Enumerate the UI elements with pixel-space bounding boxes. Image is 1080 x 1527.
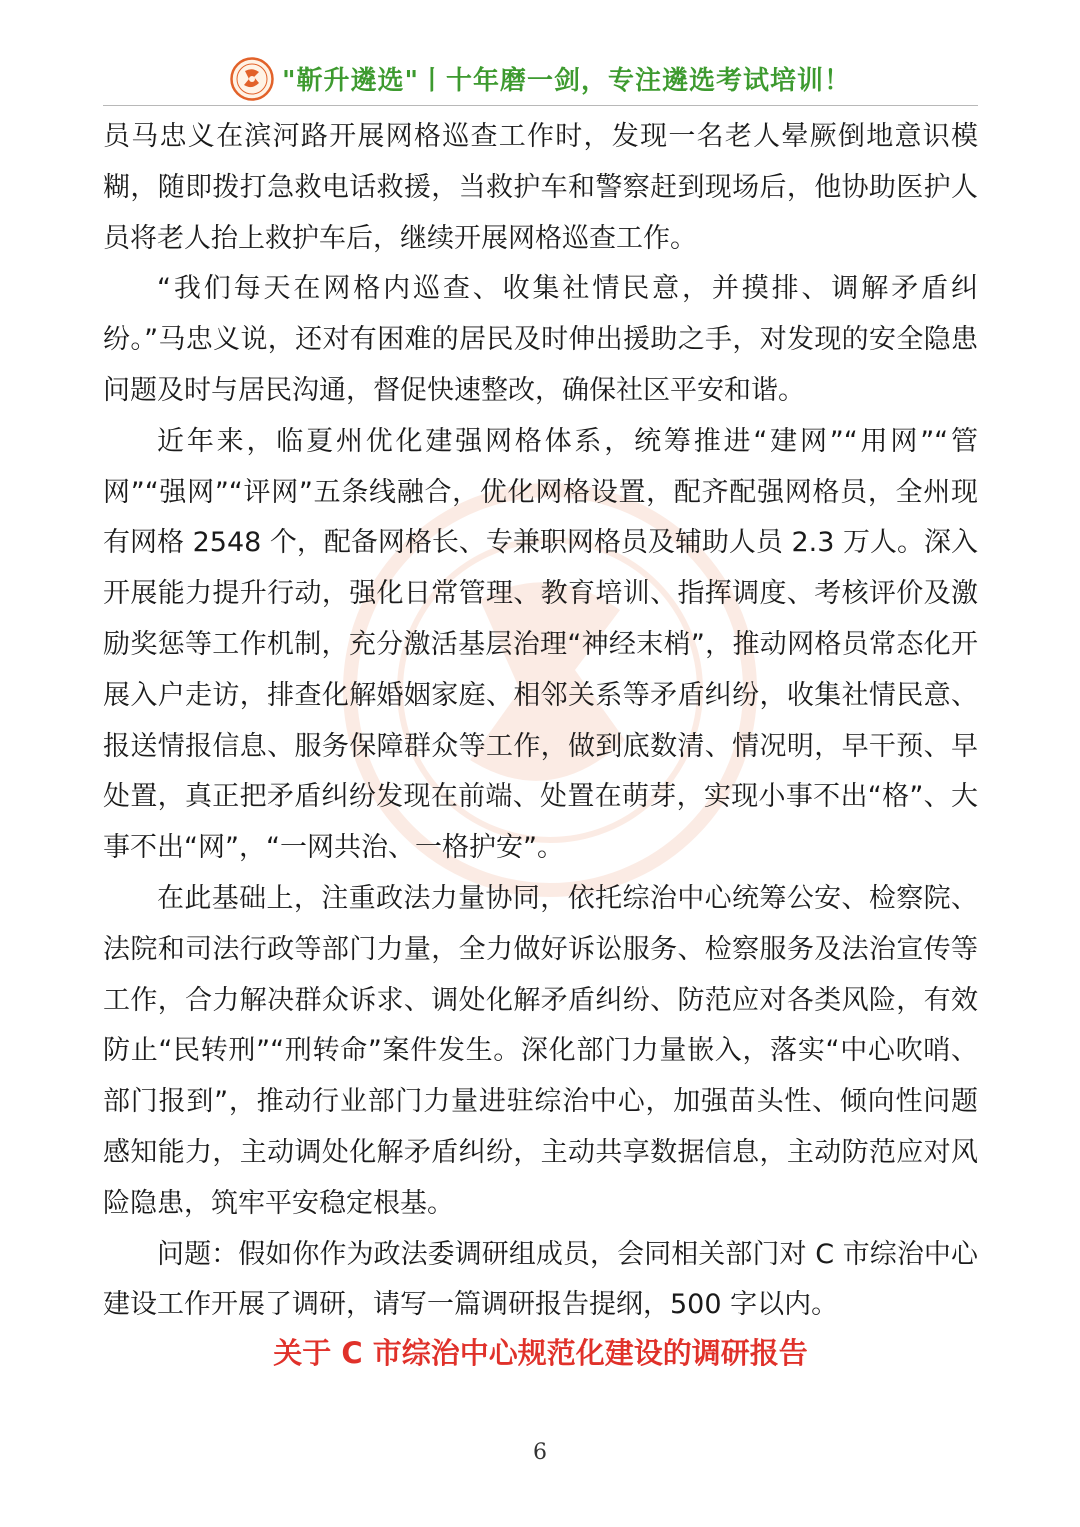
body-paragraph: 员马忠义在滨河路开展网格巡查工作时，发现一名老人晕厥倒地意识模糊，随即拨打急救电话救援，当救护车和警察赶到现场后，他协助医护人员将老人抬上救护车后，继续开展网格巡查工作。 [103,121,978,254]
body-paragraph: 在此基础上，注重政法力量协同，依托综治中心统筹公安、检察院、法院和司法行政等部门力量，全力做好诉讼服务、检察服务及法治宣传等工作，合力解决群众诉求、调处化解矛盾纠纷、防范应对各类风险，有效防止“民转刑”“刑转命”案件发生。深化部门力量嵌入，落实“中心吹哨、部门报到”，推动行业部门力量进驻综治中心，加强苗头性、倾向性问题感知能力，主动调处化解矛盾纠纷，主动共享数据信息，主动防范应对风险隐患，筑牢平安稳定根基。 [103,882,978,1219]
body-content [103,112,978,1331]
page-number: 6 [533,1440,547,1465]
brand-seal-logo-icon [230,57,274,101]
header-tagline: "靳升遴选"丨十年磨一剑，专注遴选考试培训！ [281,66,852,96]
body-paragraph: 问题：假如你作为政法委调研组成员，会同相关部门对 C 市综治中心建设工作开展了调研，请写一篇调研报告提纲，500 字以内。 [103,1238,978,1321]
body-paragraph: “我们每天在网格内巡查、收集社情民意，并摸排、调解矛盾纠纷。”马忠义说，还对有困难的居民及时伸出援助之手，对发现的安全隐患问题及时与居民沟通，督促快速整改，确保社区平安和谐。 [103,273,978,406]
body-paragraph: 近年来，临夏州优化建强网格体系，统筹推进“建网”“用网”“管网”“强网”“评网”五条线融合，优化网格设置，配齐配强网格员，全州现有网格 2548 个，配备网格长、专兼职网格员及辅助人员 2.3 万人。深入开展能力提升行动，强化日常管理、教育培训、指挥调度、考核评价及激励奖惩等工作机制，充分激活基层治理“神经末梢”，推动网格员常态化开展入户走访，排查化解婚姻家庭、相邻关系等矛盾纠纷，收集社情民意、报送情报信息、服务保障群众等工作，做到底数清、情况明，早干预、早处置，真正把矛盾纠纷发现在前端、处置在萌芽，实现小事不出“格”、大事不出“网”，“一网共治、一格护安”。 [103,425,978,864]
page-header [103,52,978,106]
report-title: 关于 C 市综治中心规范化建设的调研报告 [273,1336,808,1370]
